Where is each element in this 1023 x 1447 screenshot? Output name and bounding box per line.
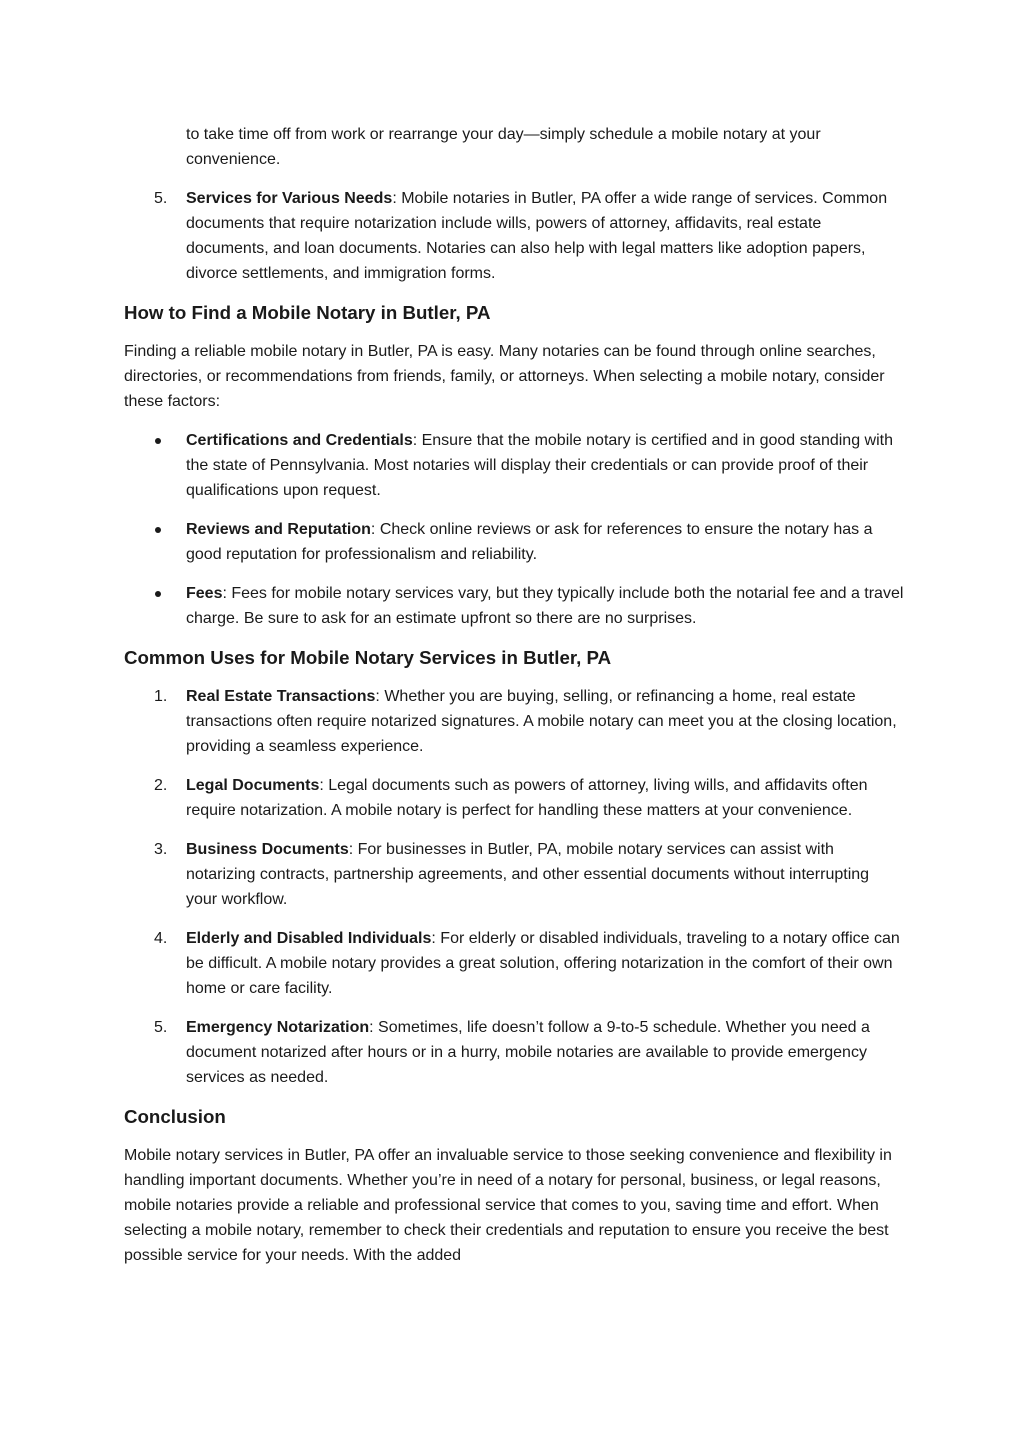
section-heading-uses: Common Uses for Mobile Notary Services in Butler, PA [124, 647, 612, 668]
list-item-term: Certifications and Credentials [186, 432, 413, 449]
benefits-list-tail [124, 186, 904, 286]
factors-bullet-list [124, 428, 904, 631]
list-item [124, 581, 904, 631]
list-item-text: : For elderly or disabled individuals, traveling to a notary office can be difficult. A mobile notary provides a great solution, offering notarization in the comfort of their own home or care facility. [186, 930, 900, 997]
list-number: 3. [154, 841, 168, 858]
list-item [124, 926, 904, 1001]
list-item-term: Services for Various Needs [186, 190, 393, 207]
list-item [124, 186, 904, 286]
section-paragraph-conclusion: Mobile notary services in Butler, PA offer an invaluable service to those seeking convenience and flexibility in handling important documents. Whether you’re in need of a notary for personal, business, or legal reasons, mobile notaries provide a reliable and professional service that comes to you, saving time and effort. When selecting a mobile notary, remember to check their credentials and reputation to ensure you receive the best possible service for your needs. With the added [124, 1147, 892, 1264]
list-number: 5. [154, 1019, 168, 1036]
section-paragraph-find: Finding a reliable mobile notary in Butler, PA is easy. Many notaries can be found through online searches, directories, or recommendations from friends, family, or attorneys. When selecting a mobile notary, consider these factors: [124, 343, 885, 410]
list-item-term: Legal Documents [186, 777, 320, 794]
list-item [124, 1015, 904, 1090]
list-number: 2. [154, 777, 168, 794]
list-item-text: : Fees for mobile notary services vary, but they typically include both the notarial fee and a travel charge. Be sure to ask for an estimate upfront so there are no surprises. [186, 585, 904, 627]
list-item-term: Emergency Notarization [186, 1019, 370, 1036]
uses-numbered-list [124, 684, 904, 1090]
list-item-text: : Check online reviews or ask for references to ensure the notary has a good reputation for professionalism and reliability. [186, 521, 873, 563]
list-item-term: Elderly and Disabled Individuals [186, 930, 432, 947]
section-heading-find: How to Find a Mobile Notary in Butler, PA [124, 302, 491, 323]
list-item-term: Fees [186, 585, 223, 602]
document-page [124, 122, 904, 1282]
list-item-text: : Ensure that the mobile notary is certified and in good standing with the state of Pennsylvania. Most notaries will display their credentials or can provide proof of their qualifications upon request. [186, 432, 893, 499]
list-item [124, 837, 904, 912]
list-item-term: Real Estate Transactions [186, 688, 376, 705]
list-item-text: : For businesses in Butler, PA, mobile notary services can assist with notarizing contracts, partnership agreements, and other essential documents without interrupting your workflow. [186, 841, 870, 908]
list-item-text: : Whether you are buying, selling, or refinancing a home, real estate transactions often require notarized signatures. A mobile notary can meet you at the closing location, providing a seamless experience. [186, 688, 897, 755]
list-number: 1. [154, 688, 168, 705]
list-item [124, 428, 904, 503]
list-item-text: : Legal documents such as powers of attorney, living wills, and affidavits often require notarization. A mobile notary is perfect for handling these matters at your convenience. [186, 777, 868, 819]
bullet-icon [155, 527, 161, 533]
list-item [124, 773, 904, 823]
list-item-term: Business Documents [186, 841, 349, 858]
bullet-icon [155, 591, 161, 597]
section-heading-conclusion: Conclusion [124, 1106, 226, 1127]
list-item-continuation: to take time off from work or rearrange your day—simply schedule a mobile notary at your convenience. [186, 126, 821, 168]
list-number: 4. [154, 930, 168, 947]
list-item [124, 517, 904, 567]
list-item-text: : Sometimes, life doesn’t follow a 9-to-5 schedule. Whether you need a document notarized after hours or in a hurry, mobile notaries are available to provide emergency services as needed. [186, 1019, 870, 1086]
list-item-term: Reviews and Reputation [186, 521, 371, 538]
list-item [124, 684, 904, 759]
list-item-text: : Mobile notaries in Butler, PA offer a wide range of services. Common documents that require notarization include wills, powers of attorney, affidavits, real estate documents, and loan documents. Notaries can also help with legal matters like adoption papers, divorce settlements, and immigration forms. [186, 190, 888, 282]
bullet-icon [155, 438, 161, 444]
list-number: 5. [154, 190, 168, 207]
